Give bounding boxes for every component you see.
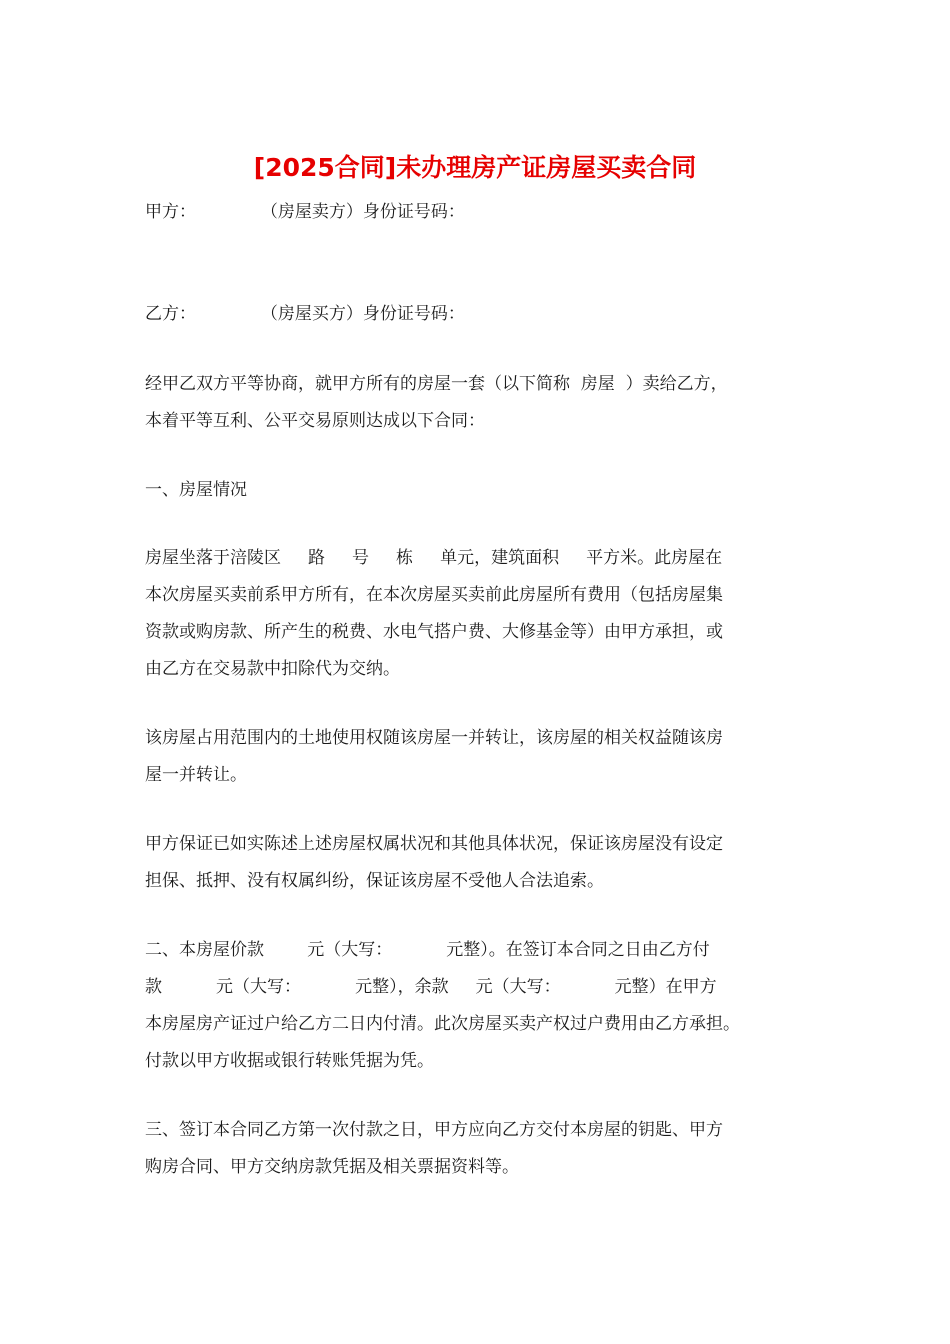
- party-a-line: 甲方： （房屋卖方）身份证号码：: [145, 202, 465, 222]
- section-2-line-4: 付款以甲方收据或银行转账凭据为凭。: [145, 1051, 434, 1071]
- section-1-para-2-line-2: 屋一并转让。: [145, 765, 247, 785]
- section-1-heading: 一、房屋情况: [145, 480, 247, 500]
- section-1-para-1-line-3: 资款或购房款、所产生的税费、水电气搭户费、大修基金等）由甲方承担，或: [145, 622, 723, 642]
- document-title: [2025合同]未办理房产证房屋买卖合同: [253, 153, 697, 182]
- section-1-para-3-line-1: 甲方保证已如实陈述上述房屋权属状况和其他具体状况，保证该房屋没有设定: [145, 834, 723, 854]
- section-1-para-1-line-1: 房屋坐落于涪陵区 路 号 栋 单元，建筑面积 平方米。此房屋在: [145, 548, 723, 568]
- preamble-line-2: 本着平等互利、公平交易原则达成以下合同：: [145, 411, 485, 431]
- section-3-line-1: 三、签订本合同乙方第一次付款之日，甲方应向乙方交付本房屋的钥匙、甲方: [145, 1120, 723, 1140]
- section-1-para-2-line-1: 该房屋占用范围内的土地使用权随该房屋一并转让，该房屋的相关权益随该房: [145, 728, 723, 748]
- preamble-line-1: 经甲乙双方平等协商，就甲方所有的房屋一套（以下简称 房屋 ）卖给乙方，: [145, 374, 728, 394]
- section-3-line-2: 购房合同、甲方交纳房款凭据及相关票据资料等。: [145, 1157, 519, 1177]
- section-1-para-1-line-2: 本次房屋买卖前系甲方所有，在本次房屋买卖前此房屋所有费用（包括房屋集: [145, 585, 723, 605]
- section-1-para-1-line-4: 由乙方在交易款中扣除代为交纳。: [145, 659, 400, 679]
- party-b-line: 乙方： （房屋买方）身份证号码：: [145, 304, 465, 324]
- section-2-line-2: 款 元（大写： 元整），余款 元（大写： 元整）在甲方: [145, 977, 717, 997]
- section-1-para-3-line-2: 担保、抵押、没有权属纠纷，保证该房屋不受他人合法追索。: [145, 871, 604, 891]
- section-2-line-1: 二、本房屋价款 元（大写： 元整）。在签订本合同之日由乙方付: [145, 940, 710, 960]
- section-2-line-3: 本房屋房产证过户给乙方二日内付清。此次房屋买卖产权过户费用由乙方承担。: [145, 1014, 740, 1034]
